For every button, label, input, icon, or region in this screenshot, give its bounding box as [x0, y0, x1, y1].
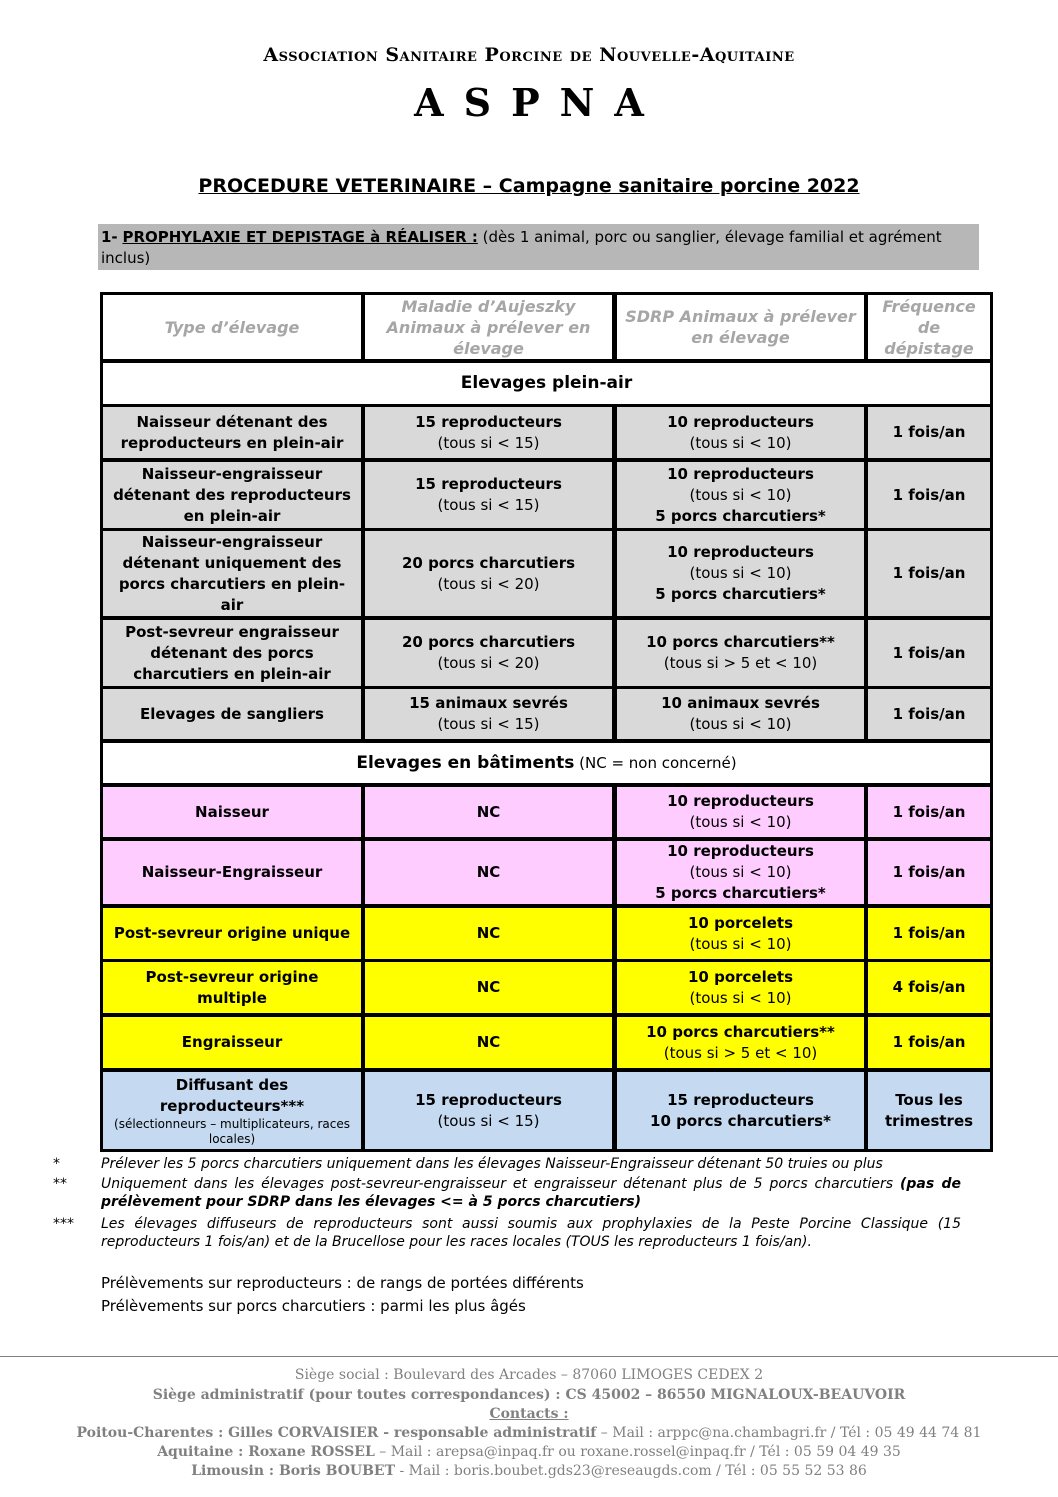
cell-elevage-type — [103, 908, 361, 959]
sdrp-condition: (tous si < 10) — [689, 863, 792, 881]
cell-frequency — [868, 908, 990, 959]
frequency-value: 1 fois/an — [892, 924, 966, 942]
cell-aujeszky — [365, 962, 612, 1013]
cell-sdrp — [617, 1017, 864, 1068]
sdrp-condition: (tous si < 10) — [689, 485, 792, 504]
cell-sdrp — [617, 620, 864, 686]
footer-divider — [0, 1356, 1058, 1357]
aujeszky-sample: 20 porcs charcutiers — [401, 633, 576, 651]
cell-elevage-type — [103, 787, 361, 837]
cell-aujeszky — [365, 531, 612, 616]
aujeszky-sample: NC — [476, 863, 501, 881]
sdrp-sample: 10 animaux sevrés — [661, 694, 820, 712]
contact-details: - Mail : boris.boubet.gds23@reseaugds.com / Tél : 05 55 52 53 86 — [395, 1463, 867, 1479]
elevage-type-label: Naisseur — [195, 802, 269, 821]
cell-aujeszky — [365, 1072, 612, 1149]
cell-frequency — [868, 462, 990, 528]
aujeszky-condition: (tous si < 15) — [437, 715, 540, 733]
group-heading-label: Elevages plein-air — [460, 373, 633, 393]
cell-elevage-type — [103, 531, 361, 616]
contact-name: Limousin : Boris BOUBET — [191, 1463, 396, 1479]
cell-frequency — [868, 841, 990, 904]
aujeszky-condition: (tous si < 15) — [437, 433, 540, 452]
cell-elevage-type — [103, 620, 361, 686]
cell-frequency — [868, 962, 990, 1013]
note-mark: * — [53, 1156, 60, 1172]
frequency-value: 4 fois/an — [892, 978, 966, 996]
footer-admin-office: Siège administratif (pour toutes correspondances) : CS 45002 – 86550 MIGNALOUX-BEAUVOIR — [152, 1387, 906, 1403]
sdrp-condition: (tous si < 10) — [689, 433, 792, 452]
note-mark: *** — [53, 1216, 74, 1232]
remark-line: Prélèvements sur porcs charcutiers : parmi les plus âgés — [101, 1297, 526, 1315]
sdrp-extra-sample: 10 porcs charcutiers* — [650, 1111, 831, 1130]
cell-elevage-type — [103, 407, 361, 458]
section-heading — [101, 227, 971, 269]
aujeszky-condition: (tous si < 20) — [437, 654, 540, 672]
document-title: PROCEDURE VETERINAIRE – Campagne sanitaire porcine 2022 — [198, 175, 860, 197]
cell-sdrp — [617, 407, 864, 458]
cell-aujeszky — [365, 908, 612, 959]
cell-aujeszky — [365, 841, 612, 904]
aujeszky-sample: NC — [476, 978, 501, 996]
frequency-value: Tous les trimestres — [884, 1090, 974, 1130]
elevage-type-label: Engraisseur — [181, 1033, 283, 1051]
cell-sdrp — [617, 531, 864, 616]
cell-elevage-type — [103, 462, 361, 528]
footer-head-office: Siège social : Boulevard des Arcades – 87060 LIMOGES CEDEX 2 — [294, 1367, 764, 1383]
frequency-value: 1 fois/an — [892, 863, 966, 881]
cell-aujeszky — [365, 620, 612, 686]
cell-frequency — [868, 689, 990, 739]
footer-contact-aquitaine — [0, 1444, 1058, 1460]
aujeszky-condition: (tous si < 15) — [437, 496, 540, 514]
group-heading-plein-air — [103, 363, 990, 404]
elevage-type-label: Elevages de sangliers — [140, 704, 324, 723]
frequency-value: 1 fois/an — [892, 1033, 966, 1051]
column-header — [868, 295, 990, 359]
group-heading-batiments — [103, 743, 990, 783]
elevage-type-detail: (sélectionneurs – multiplicateurs, races locales) — [114, 1116, 350, 1146]
cell-frequency — [868, 787, 990, 837]
sdrp-condition: (tous si < 10) — [689, 988, 792, 1007]
sdrp-condition: (tous si < 10) — [689, 934, 792, 953]
sdrp-sample: 10 porcs charcutiers** — [646, 1022, 835, 1041]
section-detail: (dès 1 animal, porc ou sanglier, élevage familial et agrément inclus) — [101, 228, 942, 267]
section-title: PROPHYLAXIE ET DEPISTAGE à RÉALISER : — [122, 228, 478, 246]
elevage-type-label: Diffusant des reproducteurs*** — [159, 1075, 305, 1115]
cell-sdrp — [617, 962, 864, 1013]
group-heading-note: (NC = non concerné) — [579, 753, 737, 772]
sdrp-sample: 10 reproducteurs — [667, 543, 814, 561]
sdrp-extra-sample: 5 porcs charcutiers* — [655, 506, 826, 525]
aujeszky-condition: (tous si < 20) — [437, 574, 540, 593]
column-header — [365, 295, 612, 359]
footer-contacts-label: Contacts : — [489, 1406, 569, 1422]
sdrp-condition: (tous si > 5 et < 10) — [663, 654, 818, 672]
cell-frequency — [868, 620, 990, 686]
frequency-value: 1 fois/an — [892, 564, 966, 582]
organization-name: Association Sanitaire Porcine de Nouvelle-Aquitaine — [263, 44, 795, 66]
aujeszky-sample: 15 reproducteurs — [415, 412, 562, 431]
contact-details: – Mail : arepsa@inpaq.fr ou roxane.rossel@inpaq.fr / Tél : 05 59 04 49 35 — [374, 1444, 901, 1460]
frequency-value: 1 fois/an — [892, 704, 966, 723]
column-header-label: Maladie d’Aujeszky Animaux à prélever en élevage — [386, 296, 591, 358]
column-header — [103, 295, 361, 359]
contact-name: Poitou-Charentes : Gilles CORVAISIER - responsable administratif — [76, 1425, 597, 1441]
column-header-label: Type d’élevage — [164, 317, 300, 337]
note-text-bold: (pas de prélèvement pour SDRP dans les élevages <= à 5 porcs charcutiers) — [101, 1176, 961, 1210]
elevage-type-label: Naisseur détenant des reproducteurs en plein-air — [120, 412, 344, 452]
aujeszky-sample: NC — [476, 924, 501, 942]
sdrp-sample: 10 porcelets — [687, 913, 793, 932]
cell-frequency — [868, 1072, 990, 1149]
frequency-value: 1 fois/an — [892, 423, 966, 441]
note-text: Les élevages diffuseurs de reproducteurs sont aussi soumis aux prophylaxies de la Peste Porcine Classique (15 reproducteurs 1 fois/an) et de la Brucellose pour les races locales (TOUS les reproducteurs 1 fois/an). — [101, 1216, 961, 1250]
column-header — [617, 295, 864, 359]
cell-frequency — [868, 531, 990, 616]
sdrp-condition: (tous si < 10) — [689, 564, 792, 582]
aujeszky-sample: 15 reproducteurs — [415, 475, 562, 493]
cell-aujeszky — [365, 787, 612, 837]
sdrp-sample: 10 reproducteurs — [667, 412, 814, 431]
aujeszky-sample: 20 porcs charcutiers — [401, 553, 576, 572]
sdrp-sample: 10 reproducteurs — [667, 792, 814, 810]
cell-aujeszky — [365, 407, 612, 458]
sdrp-sample: 15 reproducteurs — [667, 1090, 814, 1109]
cell-sdrp — [617, 689, 864, 739]
cell-sdrp — [617, 1072, 864, 1149]
note-text: Prélever les 5 porcs charcutiers uniquement dans les élevages Naisseur-Engraisseur détenant 50 truies ou plus — [101, 1156, 883, 1172]
sdrp-condition: (tous si < 10) — [689, 715, 792, 733]
frequency-value: 1 fois/an — [892, 485, 966, 504]
sdrp-sample: 10 reproducteurs — [667, 842, 814, 860]
elevage-type-label: Naisseur-engraisseur détenant uniquement des porcs charcutiers en plein-air — [118, 532, 346, 614]
sdrp-condition: (tous si > 5 et < 10) — [663, 1043, 818, 1062]
remark-line: Prélèvements sur reproducteurs : de rangs de portées différents — [101, 1274, 584, 1292]
section-number: 1- — [101, 228, 118, 246]
elevage-type-label: Post-sevreur origine multiple — [145, 967, 319, 1007]
footer-contact-limousin — [0, 1463, 1058, 1479]
cell-elevage-type — [103, 962, 361, 1013]
sdrp-sample: 10 porcelets — [687, 967, 793, 986]
footer-contact-poitou — [0, 1425, 1058, 1441]
frequency-value: 1 fois/an — [892, 802, 966, 821]
cell-aujeszky — [365, 689, 612, 739]
cell-frequency — [868, 407, 990, 458]
contact-details: – Mail : arppc@na.chambagri.fr / Tél : 05 49 44 74 81 — [596, 1425, 982, 1441]
column-header-label: Fréquence de dépistage — [882, 296, 976, 358]
elevage-type-label: Naisseur-Engraisseur — [141, 863, 323, 881]
sdrp-extra-sample: 5 porcs charcutiers* — [655, 585, 826, 603]
note-text-main: Uniquement dans les élevages post-sevreur-engraisseur et engraisseur détenant plus de 5 porcs charcutiers — [101, 1176, 894, 1192]
cell-elevage-type — [103, 841, 361, 904]
aujeszky-condition: (tous si < 15) — [437, 1111, 540, 1130]
aujeszky-sample: 15 reproducteurs — [415, 1090, 562, 1109]
note-mark: ** — [53, 1176, 67, 1192]
frequency-value: 1 fois/an — [892, 643, 966, 662]
cell-sdrp — [617, 841, 864, 904]
cell-sdrp — [617, 787, 864, 837]
sdrp-condition: (tous si < 10) — [689, 813, 792, 831]
cell-sdrp — [617, 462, 864, 528]
cell-frequency — [868, 1017, 990, 1068]
organization-acronym: ASPNA — [414, 80, 664, 125]
sdrp-sample: 10 reproducteurs — [667, 464, 814, 483]
aujeszky-sample: NC — [476, 1033, 501, 1051]
group-heading-label: Elevages en bâtiments — [356, 752, 575, 773]
contact-name: Aquitaine : Roxane ROSSEL — [157, 1444, 375, 1460]
aujeszky-sample: NC — [476, 802, 501, 821]
elevage-type-label: Post-sevreur origine unique — [113, 924, 351, 942]
group-heading-line — [356, 753, 736, 774]
sdrp-sample: 10 porcs charcutiers** — [646, 633, 835, 651]
elevage-type-label: Post-sevreur engraisseur détenant des porcs charcutiers en plein-air — [125, 622, 339, 683]
sdrp-extra-sample: 5 porcs charcutiers* — [655, 884, 826, 902]
cell-elevage-type — [103, 1017, 361, 1068]
cell-aujeszky — [365, 462, 612, 528]
aujeszky-sample: 15 animaux sevrés — [409, 694, 568, 712]
cell-aujeszky — [365, 1017, 612, 1068]
cell-elevage-type — [103, 689, 361, 739]
cell-sdrp — [617, 908, 864, 959]
column-header-label: SDRP Animaux à prélever en élevage — [625, 307, 856, 347]
note-text — [101, 1175, 961, 1211]
cell-elevage-type — [103, 1072, 361, 1149]
elevage-type-label: Naisseur-engraisseur détenant des reproducteurs en plein-air — [113, 464, 351, 525]
